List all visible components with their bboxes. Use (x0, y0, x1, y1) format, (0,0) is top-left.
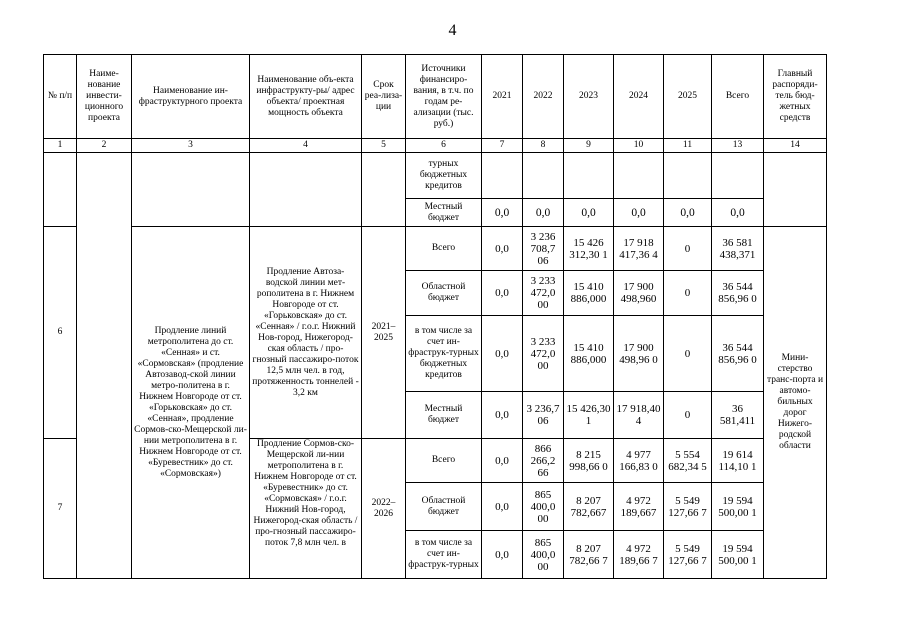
header-cell: Наиме-нование инвести-ционного проекта (77, 55, 132, 139)
column-number-row (44, 139, 827, 153)
header-cell: Всего (712, 55, 764, 139)
column-number: 2 (77, 139, 132, 153)
value-cell: 5 549 127,66 7 (664, 531, 712, 579)
funding-source: Областной бюджет (406, 483, 482, 531)
value-cell: 0,0 (664, 199, 712, 227)
value-cell: 865 400,0 00 (523, 483, 564, 531)
table-row (44, 227, 827, 271)
value-cell: 0 (664, 316, 712, 392)
column-number: 10 (614, 139, 664, 153)
column-number: 8 (523, 139, 564, 153)
column-number: 14 (764, 139, 827, 153)
funding-source: в том числе за счет ин-фраструк-турных (406, 531, 482, 579)
header-cell: Наименование ин-фраструктурного проекта (132, 55, 250, 139)
value-cell: 8 215 998,66 0 (564, 439, 614, 483)
column-number: 11 (664, 139, 712, 153)
header-row (44, 55, 827, 139)
value-cell: 0,0 (482, 199, 523, 227)
value-cell: 3 233 472,0 00 (523, 316, 564, 392)
value-cell: 19 594 500,00 1 (712, 531, 764, 579)
funding-source: турных бюджетных кредитов (406, 153, 482, 199)
column-number: 7 (482, 139, 523, 153)
value-cell: 0,0 (482, 439, 523, 483)
object-description: Продление Автоза-водской линии мет-рополитена в г. Нижнем Новгороде от ст. «Горьковская» до ст. «Сенная» / г.о.г. Нижний Нов-город, Нижегород-ская область / про-гнозный пассажиро-поток 12,5 млн чел. в год, протяженность тоннелей - 3,2 км (250, 227, 362, 439)
value-cell: 0,0 (482, 227, 523, 271)
investment-project-cell (77, 153, 132, 579)
funding-source: Областной бюджет (406, 271, 482, 316)
value-cell: 0,0 (482, 531, 523, 579)
value-cell: 15 410 886,000 (564, 316, 614, 392)
value-cell: 5 549 127,66 7 (664, 483, 712, 531)
funding-source: Всего (406, 227, 482, 271)
column-number: 4 (250, 139, 362, 153)
value-cell: 5 554 682,34 5 (664, 439, 712, 483)
value-cell: 17 918 417,36 4 (614, 227, 664, 271)
header-cell: Срок реа-лиза-ции (362, 55, 406, 139)
header-cell: 2023 (564, 55, 614, 139)
value-cell (482, 153, 523, 199)
value-cell: 0 (664, 392, 712, 439)
header-cell: 2021 (482, 55, 523, 139)
header-cell: Источники финансиро-вания, в т.ч. по годам ре-ализации (тыс. руб.) (406, 55, 482, 139)
value-cell (614, 153, 664, 199)
value-cell: 0 (664, 227, 712, 271)
value-cell (523, 153, 564, 199)
funding-source: в том числе за счет ин-фраструк-турных бюджетных кредитов (406, 316, 482, 392)
value-cell: 36 581 438,371 (712, 227, 764, 271)
value-cell: 0,0 (482, 392, 523, 439)
value-cell: 17 900 498,960 (614, 271, 664, 316)
object-description: Продление Сормов-ско-Мещерской ли-нии метрополитена в г. Нижнем Новгороде от ст. «Буревестник» до ст. «Сормовская» / г.о.г. Нижний Нов-город, Нижегород-ская область / про-гнозный пассажиро-поток 7,8 млн чел. в (250, 439, 362, 579)
funding-source: Местный бюджет (406, 392, 482, 439)
header-cell: Главный распоряди-тель бюд-жетных средств (764, 55, 827, 139)
header-cell: 2024 (614, 55, 664, 139)
value-cell: 0 (664, 271, 712, 316)
value-cell: 15 410 886,000 (564, 271, 614, 316)
value-cell: 866 266,2 66 (523, 439, 564, 483)
value-cell: 0,0 (482, 483, 523, 531)
ministry-cell: Мини-стерство транс-порта и автомо-бильных дорог Нижего-родской области (764, 227, 827, 579)
value-cell: 0,0 (482, 271, 523, 316)
column-number: 9 (564, 139, 614, 153)
column-number: 5 (362, 139, 406, 153)
value-cell (712, 153, 764, 199)
value-cell: 15 426 312,30 1 (564, 227, 614, 271)
header-cell: № п/п (44, 55, 77, 139)
value-cell: 0,0 (564, 199, 614, 227)
value-cell: 0,0 (482, 316, 523, 392)
empty-cell (250, 153, 362, 227)
value-cell: 17 918,40 4 (614, 392, 664, 439)
value-cell: 8 207 782,66 7 (564, 531, 614, 579)
empty-cell (362, 153, 406, 227)
value-cell: 17 900 498,96 0 (614, 316, 664, 392)
value-cell (664, 153, 712, 199)
empty-cell (764, 153, 827, 227)
value-cell: 3 233 472,0 00 (523, 271, 564, 316)
funding-source: Местный бюджет (406, 199, 482, 227)
header-cell: 2025 (664, 55, 712, 139)
implementation-period: 2021–2025 (362, 227, 406, 439)
value-cell: 36 581,411 (712, 392, 764, 439)
row-number: 6 (44, 227, 77, 439)
empty-cell (132, 153, 250, 227)
value-cell: 36 544 856,96 0 (712, 316, 764, 392)
financing-table (43, 54, 827, 579)
value-cell: 0,0 (712, 199, 764, 227)
value-cell: 36 544 856,96 0 (712, 271, 764, 316)
value-cell: 4 972 189,66 7 (614, 531, 664, 579)
value-cell: 0,0 (523, 199, 564, 227)
value-cell: 19 594 500,00 1 (712, 483, 764, 531)
page-number: 4 (448, 22, 457, 39)
value-cell: 15 426,30 1 (564, 392, 614, 439)
funding-source: Всего (406, 439, 482, 483)
column-number: 1 (44, 139, 77, 153)
value-cell: 4 977 166,83 0 (614, 439, 664, 483)
empty-cell (44, 153, 77, 227)
column-number: 3 (132, 139, 250, 153)
row-number: 7 (44, 439, 77, 579)
carry-over-row (44, 153, 827, 199)
value-cell: 3 236 708,7 06 (523, 227, 564, 271)
implementation-period: 2022–2026 (362, 439, 406, 579)
column-number: 13 (712, 139, 764, 153)
column-number: 6 (406, 139, 482, 153)
header-cell: Наименование объ-екта инфраструкту-ры/ адрес объекта/ проектная мощность объекта (250, 55, 362, 139)
value-cell: 8 207 782,667 (564, 483, 614, 531)
value-cell: 865 400,0 00 (523, 531, 564, 579)
value-cell: 3 236,7 06 (523, 392, 564, 439)
value-cell: 4 972 189,667 (614, 483, 664, 531)
infra-project-cell: Продление линий метрополитена до ст. «Сенная» и ст. «Сормовская» (продление Автозавод-ской линии метро-политена в г. Нижнем Новгороде от ст. «Горьковская» до ст. «Сенная», продление Сормов-ско-Мещерской ли-нии метрополитена в г. Нижнем Новгороде от ст. «Буревестник» до ст. «Сормовская») (132, 227, 250, 579)
value-cell (564, 153, 614, 199)
value-cell: 0,0 (614, 199, 664, 227)
value-cell: 19 614 114,10 1 (712, 439, 764, 483)
header-cell: 2022 (523, 55, 564, 139)
